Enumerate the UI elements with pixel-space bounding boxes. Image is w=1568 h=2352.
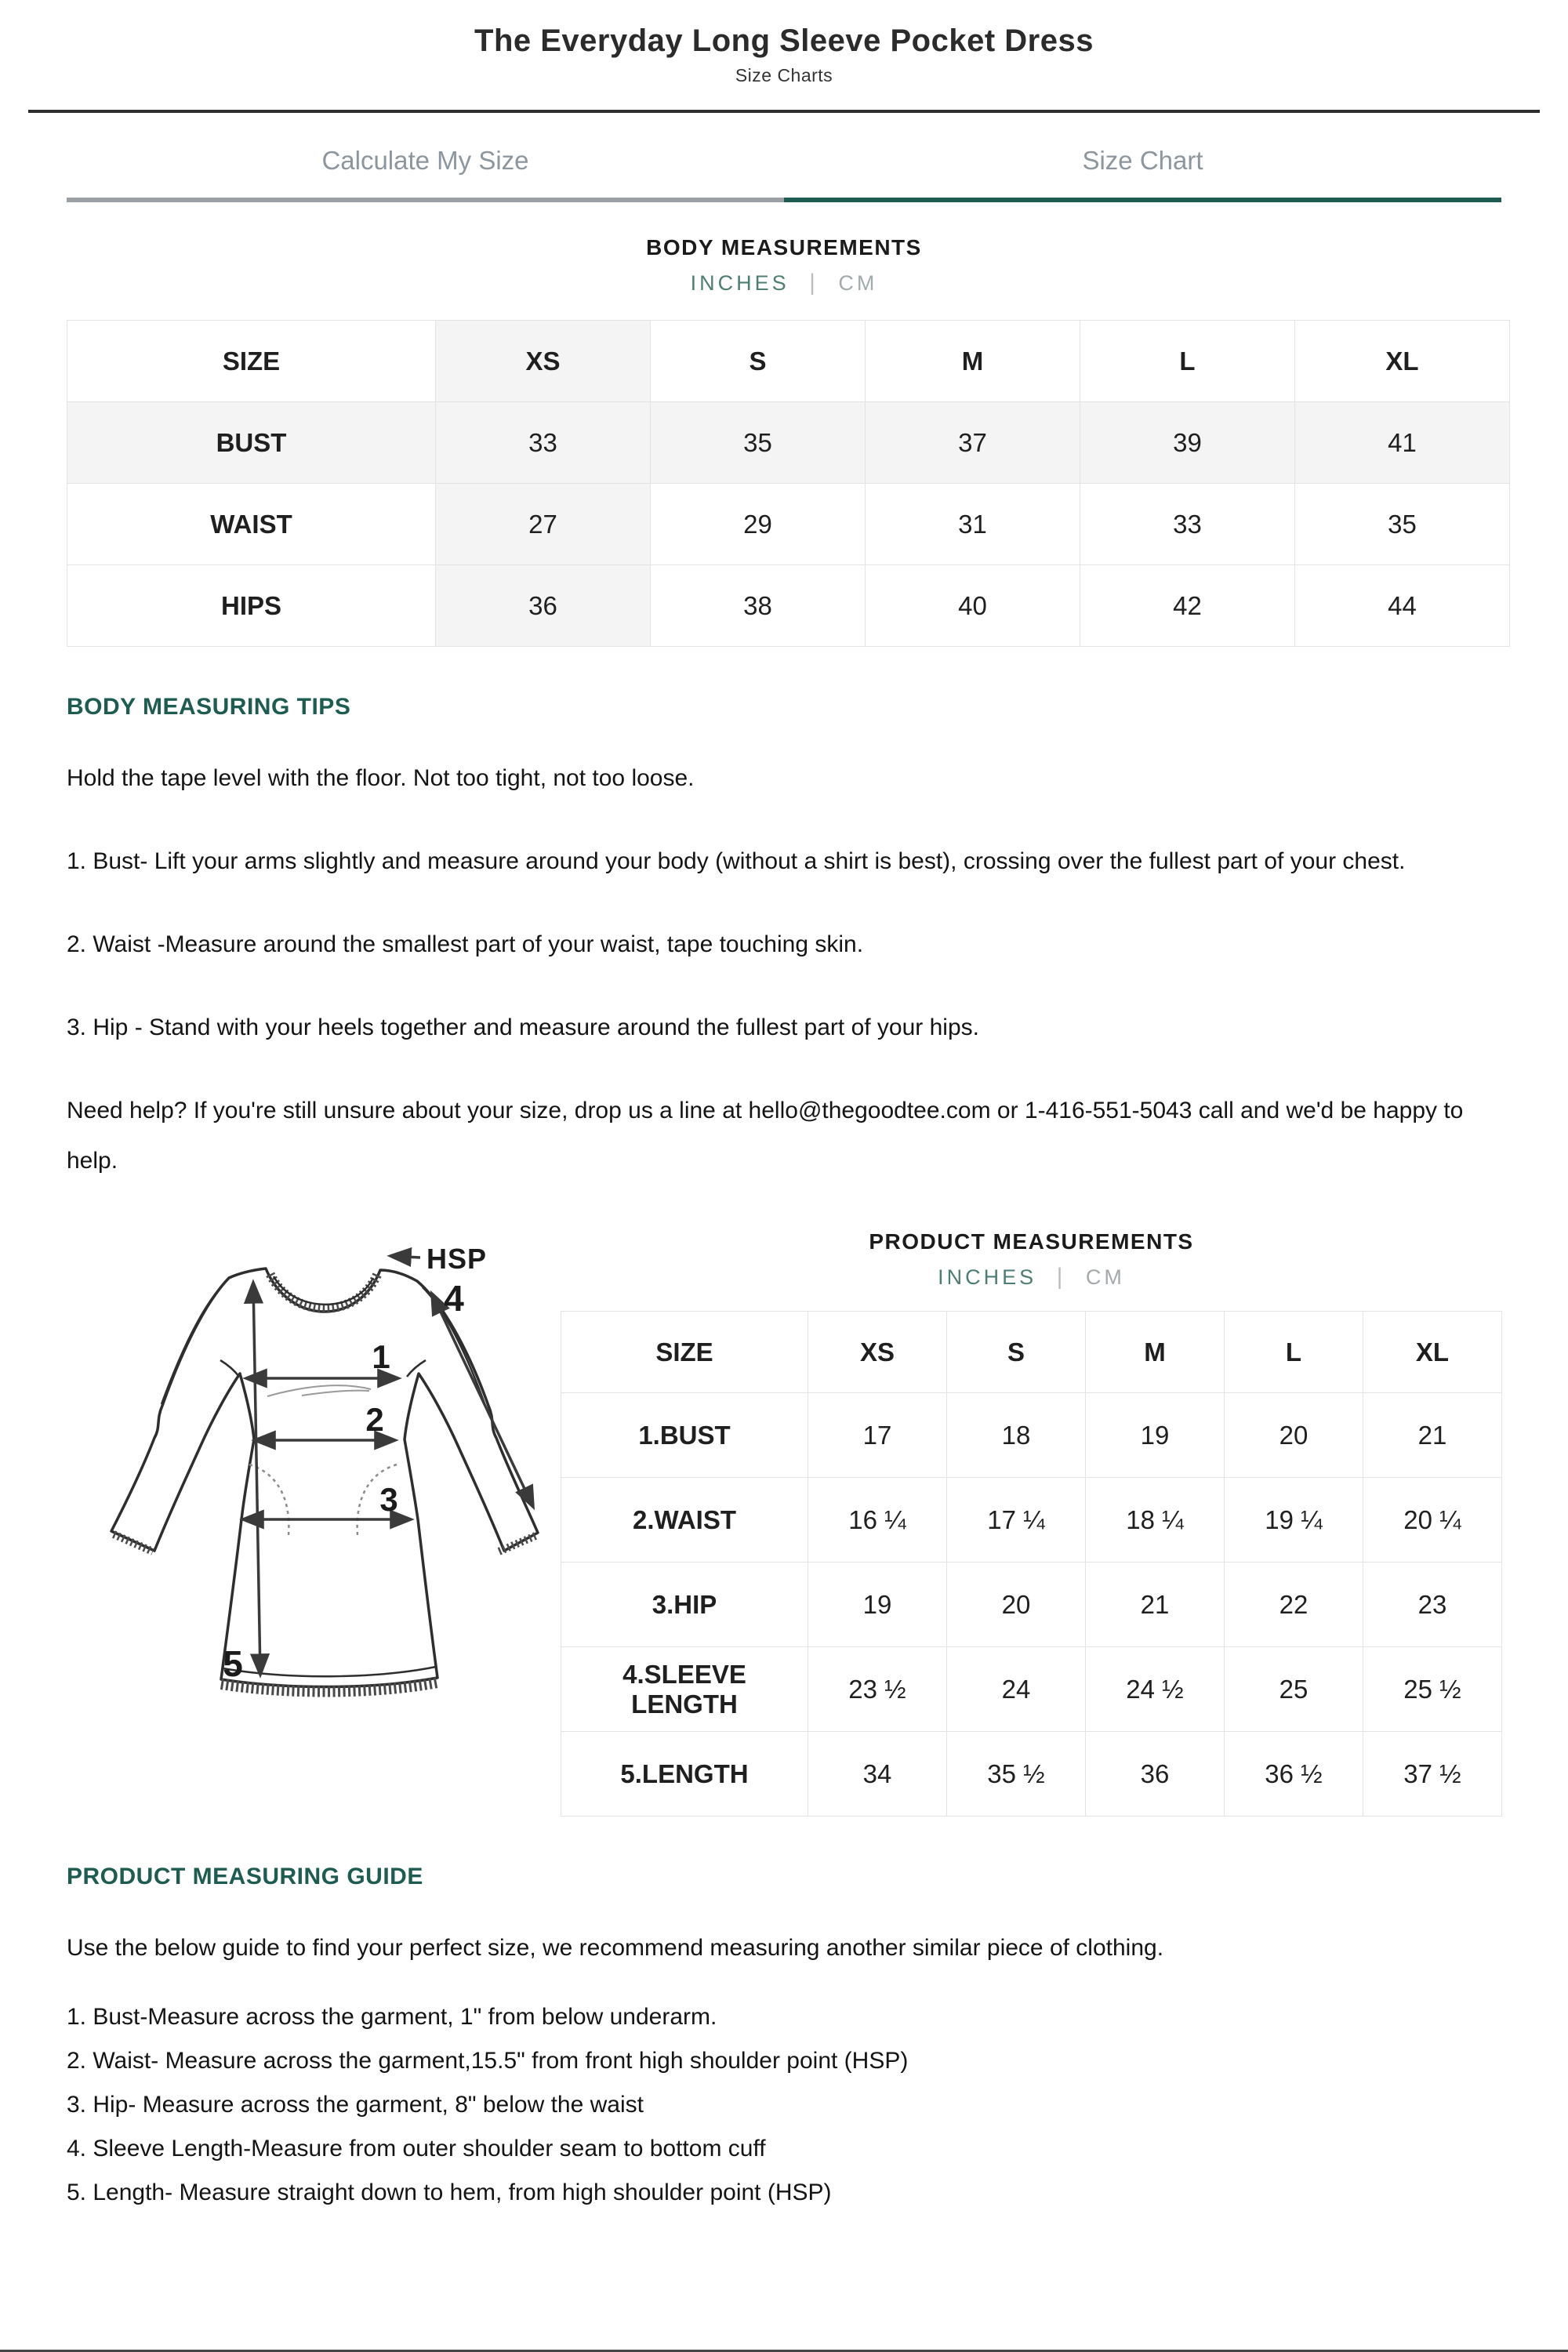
cell: 33 [1080,484,1295,565]
guide-intro: Use the below guide to find your perfect size, we recommend measuring another similar piece of clothing. [67,1935,1164,1961]
bust-marker-label: 1 [372,1338,390,1375]
row-label: 3.HIP [561,1563,808,1647]
cell: 19 [1086,1393,1225,1478]
row-label: 5.LENGTH [561,1732,808,1817]
tips-help-text: Need help? If you're still unsure about your size, drop us a line at hello@thegoodtee.com or 1-416-551-5043 call and we'd be happy to help. [67,1098,1464,1174]
cell: 27 [436,484,651,565]
body-measurements-table [67,320,1510,647]
body-measurements-title: BODY MEASUREMENTS [646,235,922,260]
cell: 18 [947,1393,1086,1478]
hip-marker-label: 3 [379,1481,398,1518]
length-marker-label: 5 [223,1643,243,1684]
table-row-waist [67,484,1510,565]
cell: 38 [651,565,866,647]
tip-item-2: 2. Waist -Measure around the smallest part of your waist, tape touching skin. [67,931,864,957]
table-row-bust [67,402,1510,484]
page-header [0,0,1568,86]
cell: 24 ½ [1086,1647,1225,1732]
cell: 25 [1225,1647,1363,1732]
cell: 21 [1363,1393,1502,1478]
guide-item-5: 5. Length- Measure straight down to hem, from high shoulder point (HSP) [67,2180,832,2205]
unit-separator: | [809,270,818,296]
measuring-guide-section [67,1864,1501,2215]
header-cell-size: SIZE [561,1312,808,1393]
cell: 36 [436,565,651,647]
tab-calculate-my-size[interactable] [67,113,784,202]
row-label: 4.SLEEVE LENGTH [561,1647,808,1732]
cell: 37 [866,402,1080,484]
cell: 35 [651,402,866,484]
cell: 40 [866,565,1080,647]
header-cell-xl: XL [1363,1312,1502,1393]
unit-cm-toggle[interactable]: CM [1085,1265,1125,1289]
row-label: HIPS [67,565,436,647]
cell: 18 ¼ [1086,1478,1225,1563]
tab-calculate-my-size-label: Calculate My Size [321,146,529,175]
cell: 22 [1225,1563,1363,1647]
measuring-tips-title: BODY MEASURING TIPS [67,694,351,720]
unit-inches-toggle[interactable]: INCHES [938,1265,1037,1289]
header-cell-xs: XS [808,1312,947,1393]
page-title: The Everyday Long Sleeve Pocket Dress [474,24,1094,58]
cell: 23 [1363,1563,1502,1647]
cell: 33 [436,402,651,484]
table-header-row [561,1312,1502,1393]
cell: 41 [1295,402,1510,484]
cell: 16 ¼ [808,1478,947,1563]
cell: 31 [866,484,1080,565]
row-label: 2.WAIST [561,1478,808,1563]
header-cell-xs: XS [436,321,651,402]
cell: 39 [1080,402,1295,484]
table-row-waist [561,1478,1502,1563]
cell: 44 [1295,565,1510,647]
cell: 19 ¼ [1225,1478,1363,1563]
cell: 34 [808,1732,947,1817]
header-cell-size: SIZE [67,321,436,402]
cell: 35 ½ [947,1732,1086,1817]
table-row-hips [67,565,1510,647]
measuring-tips-section [67,694,1501,1186]
cell: 17 [808,1393,947,1478]
header-cell-l: L [1080,321,1295,402]
header-cell-xl: XL [1295,321,1510,402]
cell: 21 [1086,1563,1225,1647]
cell: 36 [1086,1732,1225,1817]
guide-item-1: 1. Bust-Measure across the garment, 1" from below underarm. [67,2004,717,2030]
dress-diagram [67,1229,553,1806]
tips-intro: Hold the tape level with the floor. Not too tight, not too loose. [67,765,695,791]
header-cell-m: M [1086,1312,1225,1393]
tip-item-1: 1. Bust- Lift your arms slightly and measure around your body (without a shirt is best), crossing over the fullest part of your chest. [67,848,1406,874]
waist-marker-label: 2 [365,1401,384,1438]
unit-inches-toggle[interactable]: INCHES [690,271,789,295]
cell: 25 ½ [1363,1647,1502,1732]
cell: 42 [1080,565,1295,647]
table-row-bust [561,1393,1502,1478]
unit-toggle-body [67,270,1501,296]
product-measurements-table [561,1311,1502,1817]
cell: 36 ½ [1225,1732,1363,1817]
header-cell-s: S [651,321,866,402]
cell: 23 ½ [808,1647,947,1732]
product-measurements-section [67,1229,1501,1817]
sleeve-marker-label: 4 [444,1278,464,1319]
page-subtitle: Size Charts [735,65,833,85]
cell: 37 ½ [1363,1732,1502,1817]
product-measurements-title: PRODUCT MEASUREMENTS [869,1229,1194,1254]
cell: 20 ¼ [1363,1478,1502,1563]
cell: 17 ¼ [947,1478,1086,1563]
hsp-label: HSP [426,1243,488,1275]
row-label: 1.BUST [561,1393,808,1478]
tab-size-chart[interactable] [784,113,1501,202]
product-measurements-panel [561,1229,1502,1817]
dress-outline [111,1269,538,1687]
unit-separator: | [1056,1264,1066,1290]
header-cell-s: S [947,1312,1086,1393]
cell: 20 [947,1563,1086,1647]
tip-item-3: 3. Hip - Stand with your heels together and measure around the fullest part of your hips. [67,1014,979,1040]
tab-bar [67,113,1501,202]
cell: 20 [1225,1393,1363,1478]
guide-item-4: 4. Sleeve Length-Measure from outer shoulder seam to bottom cuff [67,2136,766,2161]
row-label: WAIST [67,484,436,565]
row-label: BUST [67,402,436,484]
table-row-hip [561,1563,1502,1647]
cell: 19 [808,1563,947,1647]
guide-item-2: 2. Waist- Measure across the garment,15.5" from front high shoulder point (HSP) [67,2048,909,2074]
tab-size-chart-label: Size Chart [1082,146,1203,175]
table-row-length [561,1732,1502,1817]
header-cell-m: M [866,321,1080,402]
body-measurements-section [67,235,1501,1186]
cell: 24 [947,1647,1086,1732]
header-cell-l: L [1225,1312,1363,1393]
unit-cm-toggle[interactable]: CM [838,271,878,295]
table-header-row [67,321,1510,402]
cell: 35 [1295,484,1510,565]
table-row-sleeve-length [561,1647,1502,1732]
cell: 29 [651,484,866,565]
unit-toggle-product [561,1264,1502,1290]
guide-item-3: 3. Hip- Measure across the garment, 8" below the waist [67,2092,644,2118]
measuring-guide-title: PRODUCT MEASURING GUIDE [67,1864,423,1889]
hsp-arrow [390,1256,420,1258]
